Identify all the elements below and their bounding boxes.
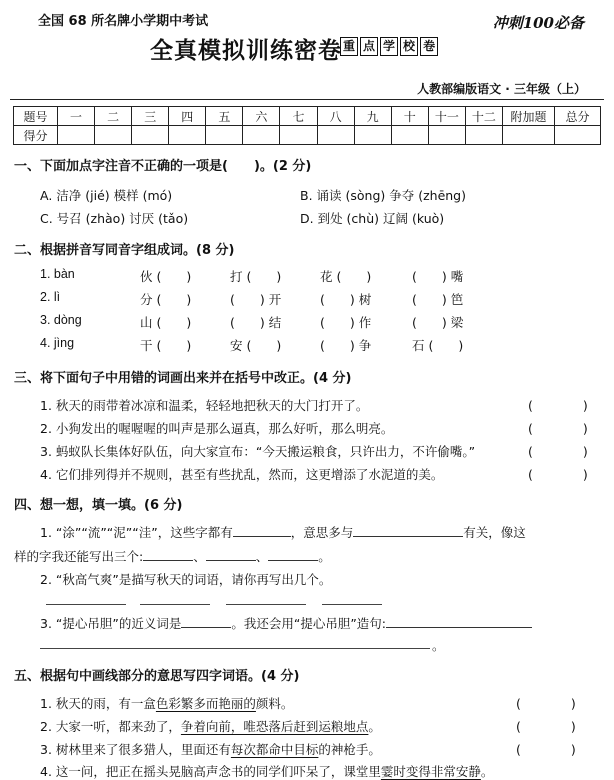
q4-2: 2. “秋高气爽”是描写秋天的词语，请你再写出几个。	[40, 572, 332, 587]
score-cell[interactable]	[58, 126, 95, 145]
q4-1-cont	[14, 547, 331, 565]
q5-1	[40, 694, 293, 712]
q5-text: 3. 树林里来了很多猎人，里面还有	[40, 742, 231, 757]
separator: 、	[193, 549, 206, 564]
score-cell[interactable]	[95, 126, 132, 145]
q5-text: 。	[480, 764, 494, 779]
score-cell[interactable]	[503, 126, 555, 145]
answer-paren[interactable]: ( )	[528, 421, 588, 436]
q4-1-text: ，意思多与	[290, 525, 354, 540]
score-cell[interactable]	[280, 126, 317, 145]
pinyin-4: 4. jìng	[40, 336, 75, 350]
table-cell: 一	[58, 107, 95, 126]
table-cell: 题号	[14, 107, 58, 126]
score-cell[interactable]	[555, 126, 601, 145]
score-cell[interactable]	[206, 126, 243, 145]
blank-item[interactable]: ( ) 梁	[412, 315, 464, 330]
pinyin-3: 3. dòng	[40, 313, 82, 327]
page-title: 全真模拟训练密卷	[150, 38, 342, 64]
section-2-title: 二、根据拼音写同音字组成词。(8 分)	[14, 243, 235, 258]
sentence-2: 2. 小狗发出的喔喔喔的叫声是那么逼真，那么好听，那么明亮。	[40, 421, 394, 436]
q5-text: 颜料。	[255, 696, 294, 711]
badge-char: 点	[360, 37, 378, 56]
table-cell: 二	[95, 107, 132, 126]
option-c[interactable]: C. 号召 (zhào) 讨厌 (tǎo)	[40, 211, 189, 226]
slogan: 冲刺100必备	[492, 14, 584, 32]
score-cell[interactable]	[132, 126, 169, 145]
answer-paren[interactable]: ( )	[528, 398, 588, 413]
table-row	[14, 126, 601, 145]
answer-line[interactable]	[46, 604, 126, 605]
blank-item[interactable]: ( ) 争	[320, 338, 372, 353]
score-cell[interactable]	[465, 126, 502, 145]
blank-item[interactable]: 干 ( )	[140, 338, 192, 353]
table-cell: 总分	[555, 107, 601, 126]
blank-item[interactable]: ( ) 树	[320, 292, 372, 307]
table-cell: 八	[317, 107, 354, 126]
q4-1	[40, 523, 526, 541]
table-cell: 得分	[14, 126, 58, 145]
blank-item[interactable]: 石 ( )	[412, 338, 464, 353]
section-1-title: 一、下面加点字注音不正确的一项是( )。(2 分)	[14, 159, 312, 174]
table-cell: 十二	[465, 107, 502, 126]
answer-line[interactable]	[40, 648, 430, 649]
separator: 、	[255, 549, 269, 564]
answer-line[interactable]	[140, 604, 210, 605]
q4-3	[40, 614, 532, 632]
section-3-title: 三、将下面句子中用错的词画出来并在括号中改正。(4 分)	[14, 371, 352, 386]
table-cell: 十一	[428, 107, 465, 126]
score-cell[interactable]	[354, 126, 391, 145]
answer-blank[interactable]	[268, 548, 318, 561]
blank-item[interactable]: 安 ( )	[230, 338, 282, 353]
answer-blank[interactable]	[143, 548, 193, 561]
q4-1-text: 1. “涂”“流”“泥”“洼”，这些字都有	[40, 525, 233, 540]
q4-1-text: 有关，像这	[463, 525, 526, 540]
option-b[interactable]: B. 诵读 (sòng) 争夺 (zhēng)	[300, 188, 466, 203]
answer-paren[interactable]: ( )	[516, 742, 576, 757]
score-cell[interactable]	[317, 126, 354, 145]
score-cell[interactable]	[391, 126, 428, 145]
q5-2	[40, 717, 381, 735]
header-divider	[10, 99, 604, 100]
badge-char: 重	[340, 37, 358, 56]
answer-line[interactable]	[322, 604, 382, 605]
answer-blank[interactable]	[353, 524, 463, 537]
table-cell: 六	[243, 107, 280, 126]
pinyin-1: 1. bàn	[40, 267, 75, 281]
section-5-title: 五、根据句中画线部分的意思写四字词语。(4 分)	[14, 669, 300, 684]
q4-3-text: 。我还会用“提心吊胆”造句:	[231, 616, 387, 631]
blank-item[interactable]: ( ) 笆	[412, 292, 464, 307]
q5-text: 1. 秋天的雨，有一盒	[40, 696, 156, 711]
answer-paren[interactable]: ( )	[516, 719, 576, 734]
table-cell: 四	[169, 107, 206, 126]
blank-item[interactable]: 打 ( )	[230, 269, 282, 284]
badge-char: 校	[400, 37, 418, 56]
blank-item[interactable]: 花 ( )	[320, 269, 372, 284]
answer-blank[interactable]	[206, 548, 256, 561]
blank-item[interactable]: ( ) 开	[230, 292, 282, 307]
score-cell[interactable]	[243, 126, 280, 145]
underlined-phrase: 争着向前，唯恐落后赶到运粮地点	[180, 719, 369, 734]
option-a[interactable]: A. 洁净 (jié) 模样 (mó)	[40, 188, 173, 203]
answer-paren[interactable]: ( )	[516, 696, 576, 711]
answer-line[interactable]	[226, 604, 306, 605]
table-cell: 三	[132, 107, 169, 126]
badge-char: 卷	[420, 37, 438, 56]
table-cell: 十	[391, 107, 428, 126]
q5-text: 2. 大家一听，都来劲了，	[40, 719, 181, 734]
period: 。	[432, 638, 445, 653]
sentence-4: 4. 它们排列得并不规则，甚至有些扰乱，然而，这更增添了水泥道的美。	[40, 467, 444, 482]
answer-paren[interactable]: ( )	[528, 444, 588, 459]
blank-item[interactable]: ( ) 嘴	[412, 269, 464, 284]
table-cell: 七	[280, 107, 317, 126]
q5-3	[40, 740, 381, 758]
underlined-phrase: 霎时变得非常安静	[380, 764, 481, 779]
blank-item[interactable]: ( ) 作	[320, 315, 372, 330]
blank-item[interactable]: 分 ( )	[140, 292, 192, 307]
sentence-3: 3. 蚂蚁队长集体好队伍，向大家宣布：“今天搬运粮食，只许出力，不许偷嘴。”	[40, 444, 476, 459]
period: 。	[318, 549, 331, 564]
badge-char: 学	[380, 37, 398, 56]
edition-label: 人教部编版语文 · 三年级（上）	[417, 82, 586, 96]
q5-text: 4. 这一问，把正在摇头晃脑高声念书的同学们吓呆了，课堂里	[40, 764, 381, 779]
blank-item[interactable]: 山 ( )	[140, 315, 192, 330]
answer-blank[interactable]	[233, 524, 291, 537]
underlined-phrase: 每次都命中目标	[230, 742, 319, 757]
score-cell[interactable]	[169, 126, 206, 145]
q5-text: 的神枪手。	[318, 742, 381, 757]
table-cell: 五	[206, 107, 243, 126]
option-d[interactable]: D. 到处 (chù) 辽阔 (kuò)	[300, 211, 445, 226]
section-4-title: 四、想一想，填一填。(6 分)	[14, 498, 183, 513]
answer-blank[interactable]	[181, 615, 231, 628]
underlined-phrase: 色彩繁多而艳丽的	[155, 696, 256, 711]
pinyin-2: 2. lì	[40, 290, 61, 304]
blank-item[interactable]: ( ) 结	[230, 315, 282, 330]
score-cell[interactable]	[428, 126, 465, 145]
answer-blank[interactable]	[386, 615, 532, 628]
q5-text: 。	[368, 719, 381, 734]
key-school-badge	[340, 37, 438, 56]
table-row	[14, 107, 601, 126]
q4-3-text: 3. “提心吊胆”的近义词是	[40, 616, 182, 631]
sentence-1: 1. 秋天的雨带着冰凉和温柔，轻轻地把秋天的大门打开了。	[40, 398, 369, 413]
q5-4	[40, 762, 493, 780]
q4-1-text: 样的字我还能写出三个:	[14, 549, 144, 564]
table-cell: 附加题	[503, 107, 555, 126]
score-table	[13, 106, 601, 145]
table-cell: 九	[354, 107, 391, 126]
blank-item[interactable]: 伙 ( )	[140, 269, 192, 284]
exam-series: 全国 68 所名牌小学期中考试	[38, 14, 209, 29]
answer-paren[interactable]: ( )	[528, 467, 588, 482]
